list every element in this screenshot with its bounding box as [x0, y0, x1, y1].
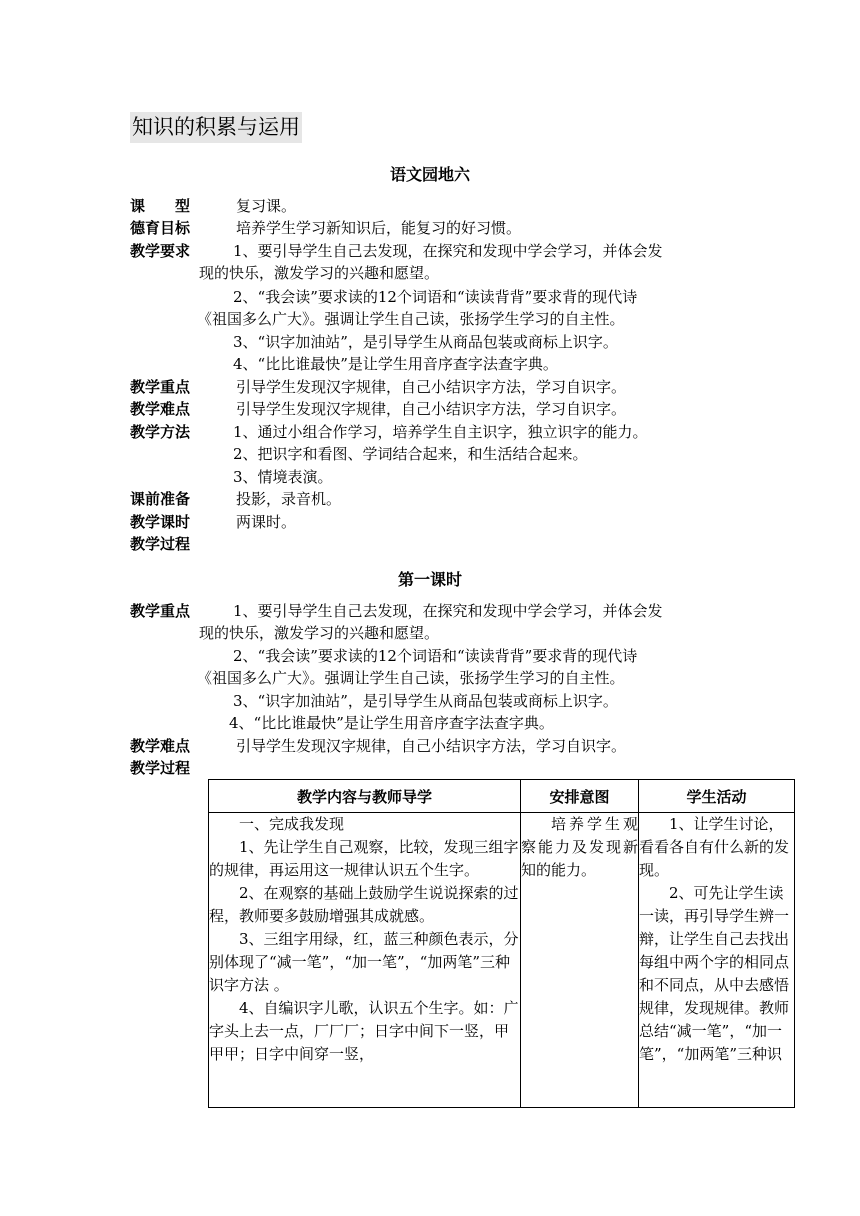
focus-value: 引导学生发现汉字规律，自己小结识字方法，学习自识字。: [236, 378, 627, 396]
requirement-2b: 《祖国多么广大》。强调让学生自己读，张扬学生学习的自主性。: [197, 310, 625, 328]
header-activity: 学生活动: [639, 780, 795, 813]
requirement-3: 3、“识字加油站”，是引导学生从商品包装或商标上识字。: [233, 333, 618, 351]
method-3: 3、情境表演。: [233, 468, 333, 486]
method-2: 2、把识字和看图、学词结合起来，和生活结合起来。: [233, 445, 588, 463]
section-heading: 知识的积累与运用: [130, 112, 302, 143]
activity-p2: 2、可先让学生读一读，再引导学生辨一辩，让学生自己去找出每组中两个字的相同点和不同点，从中去感悟规律，发现规律。教师总结“减一笔”，“加一笔”，“加两笔”三种识: [639, 884, 790, 1063]
process-label: 教学过程: [130, 535, 191, 553]
first-focus-3: 3、“识字加油站”，是引导学生从商品包装或商标上识字。: [233, 692, 618, 710]
difficulty-value: 引导学生发现汉字规律，自己小结识字方法，学习自识字。: [236, 400, 627, 418]
first-focus-1b: 现的快乐，激发学习的兴趣和愿望。: [199, 624, 440, 642]
first-lesson-title: 第一课时: [397, 570, 462, 589]
prep-value: 投影，录音机。: [236, 490, 342, 508]
type-value: 复习课。: [236, 197, 297, 215]
first-difficulty-label: 教学难点: [130, 737, 191, 755]
requirements-label: 教学要求: [130, 242, 191, 260]
table-row: [209, 813, 795, 1108]
lesson-title: 语文园地六: [389, 165, 470, 184]
content-p2: 1、先让学生自己观察，比较，发现三组字的规律，再运用这一规律认识五个生字。: [209, 838, 519, 879]
activity-cell: [639, 813, 795, 1108]
first-focus-2a: 2、“我会读”要求读的12个词语和“读读背背”要求背的现代诗: [233, 647, 638, 665]
lesson-plan-table: [208, 779, 795, 1108]
first-focus-2b: 《祖国多么广大》。强调让学生自己读，张扬学生学习的自主性。: [197, 669, 625, 687]
moral-goal-label: 德育目标: [130, 219, 191, 237]
intent-text: 培养学生观察能力及发现新知的能力。: [521, 815, 638, 879]
requirement-1b: 现的快乐，激发学习的兴趣和愿望。: [199, 264, 440, 282]
hours-label: 教学课时: [130, 513, 191, 531]
first-difficulty-value: 引导学生发现汉字规律，自己小结识字方法，学习自识字。: [236, 737, 627, 755]
difficulty-label: 教学难点: [130, 400, 191, 418]
content-p4: 3、三组字用绿，红，蓝三种颜色表示，分别体现了“减一笔”，“加一笔”，“加两笔”三种识字方法 。: [209, 930, 519, 994]
method-label: 教学方法: [130, 423, 191, 441]
hours-value: 两课时。: [236, 513, 297, 531]
intent-cell: [521, 813, 639, 1108]
first-focus-label: 教学重点: [130, 602, 191, 620]
table-header-row: [209, 780, 795, 813]
first-focus-4: 4、“比比谁最快”是让学生用音序查字法查字典。: [229, 714, 554, 732]
method-1: 1、通过小组合作学习，培养学生自主识字，独立识字的能力。: [233, 423, 648, 441]
first-focus-1a: 1、要引导学生自己去发现，在探究和发现中学会学习，并体会发: [233, 602, 663, 620]
header-intent: 安排意图: [521, 780, 639, 813]
type-label: 课 型: [130, 197, 191, 215]
focus-label: 教学重点: [130, 378, 191, 396]
content-p1: 一、完成我发现: [239, 815, 345, 833]
moral-goal-value: 培养学生学习新知识后，能复习的好习惯。: [236, 219, 522, 237]
requirement-4: 4、“比比谁最快”是让学生用音序查字法查字典。: [233, 355, 558, 373]
activity-p1: 1、让学生讨论，看看各自有什么新的发现。: [639, 815, 790, 879]
requirement-2a: 2、“我会读”要求读的12个词语和“读读背背”要求背的现代诗: [233, 288, 638, 306]
requirement-1a: 1、要引导学生自己去发现，在探究和发现中学会学习，并体会发: [233, 242, 663, 260]
header-content: 教学内容与教师导学: [209, 780, 521, 813]
first-process-label: 教学过程: [130, 759, 191, 777]
content-p3: 2、在观察的基础上鼓励学生说说探索的过程，教师要多鼓励增强其成就感。: [209, 884, 519, 925]
content-p5: 4、自编识字儿歌，认识五个生字。如：广字头上去一点，厂厂厂；日字中间下一竖，甲甲甲；日字中间穿一竖，: [209, 999, 519, 1063]
content-cell: [209, 813, 521, 1108]
prep-label: 课前准备: [130, 490, 191, 508]
